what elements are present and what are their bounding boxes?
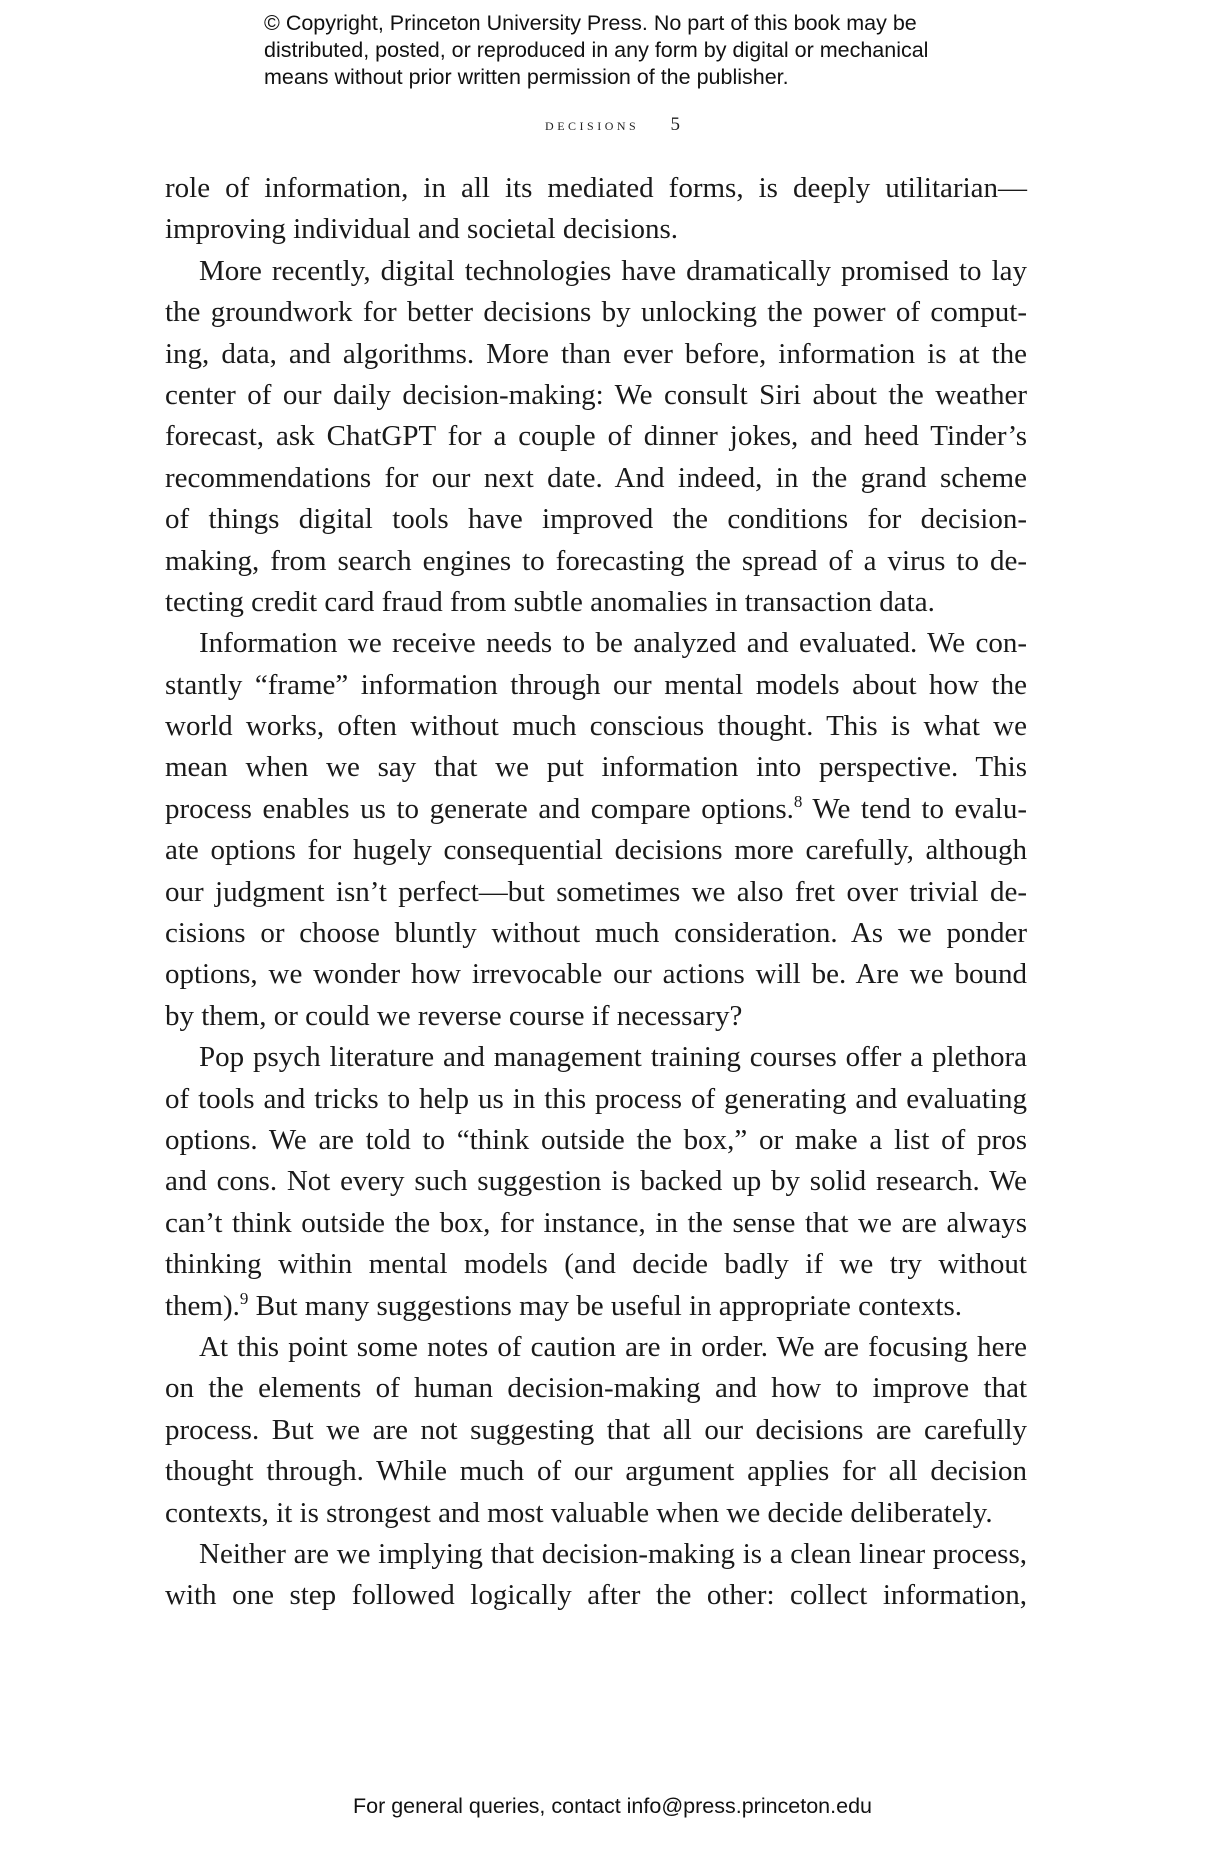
paragraph [165,168,1027,251]
text-segment: We tend to evalu- [802,792,1028,825]
text-line: world works, often without much conscious thought. This is what we [165,710,1027,743]
text-line: with one step followed logically after the other: collect information, [165,1579,1027,1612]
text-segment: process enables us to generate and compare options. [165,792,794,825]
running-head-title: decisions [545,115,640,134]
text-line: on the elements of human decision-making and how to improve that [165,1372,1027,1405]
paragraph [165,1037,1027,1327]
footnote-marker-8: 8 [793,791,803,811]
body-text [165,168,1027,1617]
text-line: process. But we are not suggesting that all our decisions are carefully [165,1413,1027,1446]
text-line: ing, data, and algorithms. More than ever before, information is at the [165,337,1027,370]
text-segment: them). [165,1289,240,1322]
running-head [0,114,1225,136]
paragraph [165,1327,1027,1534]
copyright-line: distributed, posted, or reproduced in any form by digital or mechanical [264,38,929,62]
paragraph [165,251,1027,624]
copyright-notice [264,10,1024,91]
text-line: More recently, digital technologies have dramatically promised to lay [199,254,1027,287]
copyright-line: means without prior written permission of the publisher. [264,65,789,89]
text-line: improving individual and societal decisions. [165,213,679,246]
text-line: making, from search engines to forecasting the spread of a virus to de- [165,544,1027,577]
text-line: forecast, ask ChatGPT for a couple of dinner jokes, and heed Tinder’s [165,420,1027,453]
page-number: 5 [670,114,680,135]
text-line: our judgment isn’t perfect—but sometimes we also fret over trivial de- [165,875,1027,908]
text-segment: But many suggestions may be useful in appropriate contexts. [248,1289,962,1322]
text-line: by them, or could we reverse course if necessary? [165,999,743,1032]
text-line: recommendations for our next date. And indeed, in the grand scheme [165,461,1027,494]
text-line: can’t think outside the box, for instance, in the sense that we are always [165,1206,1027,1239]
text-line: contexts, it is strongest and most valuable when we decide deliberately. [165,1496,993,1529]
text-line: Information we receive needs to be analyzed and evaluated. We con- [199,627,1027,660]
copyright-line: © Copyright, Princeton University Press. No part of this book may be [264,11,917,35]
text-line: Neither are we implying that decision-making is a clean linear process, [199,1537,1027,1570]
text-line [165,789,1027,830]
text-line: role of information, in all its mediated forms, is deeply utilitarian— [165,172,1027,204]
text-line: tecting credit card fraud from subtle anomalies in transaction data. [165,585,935,618]
text-line: thinking within mental models (and decide badly if we try without [165,1248,1027,1281]
footnote-marker-9: 9 [239,1288,249,1308]
text-line: At this point some notes of caution are in order. We are focusing here [199,1330,1027,1363]
text-line: Pop psych literature and management training courses offer a plethora [199,1041,1027,1074]
text-line: and cons. Not every such suggestion is backed up by solid research. We [165,1165,1027,1198]
paragraph [165,1534,1027,1617]
text-line: cisions or choose bluntly without much consideration. As we ponder [165,917,1027,950]
text-line: ate options for hugely consequential decisions more carefully, although [165,834,1027,867]
text-line: the groundwork for better decisions by unlocking the power of comput- [165,296,1027,329]
text-line: stantly “frame” information through our mental models about how the [165,668,1027,701]
text-line: options. We are told to “think outside the box,” or make a list of pros [165,1123,1027,1156]
text-line: of things digital tools have improved the conditions for decision- [165,503,1027,536]
text-line: center of our daily decision-making: We consult Siri about the weather [165,378,1027,411]
text-line: of tools and tricks to help us in this process of generating and evaluating [165,1082,1027,1115]
text-line: options, we wonder how irrevocable our actions will be. Are we bound [165,958,1027,991]
text-line: thought through. While much of our argument applies for all decision [165,1455,1027,1488]
text-line: mean when we say that we put information into perspective. This [165,751,1027,784]
paragraph [165,623,1027,1037]
text-line [165,1286,1027,1327]
footer-contact: For general queries, contact info@press.princeton.edu [352,1794,872,1818]
